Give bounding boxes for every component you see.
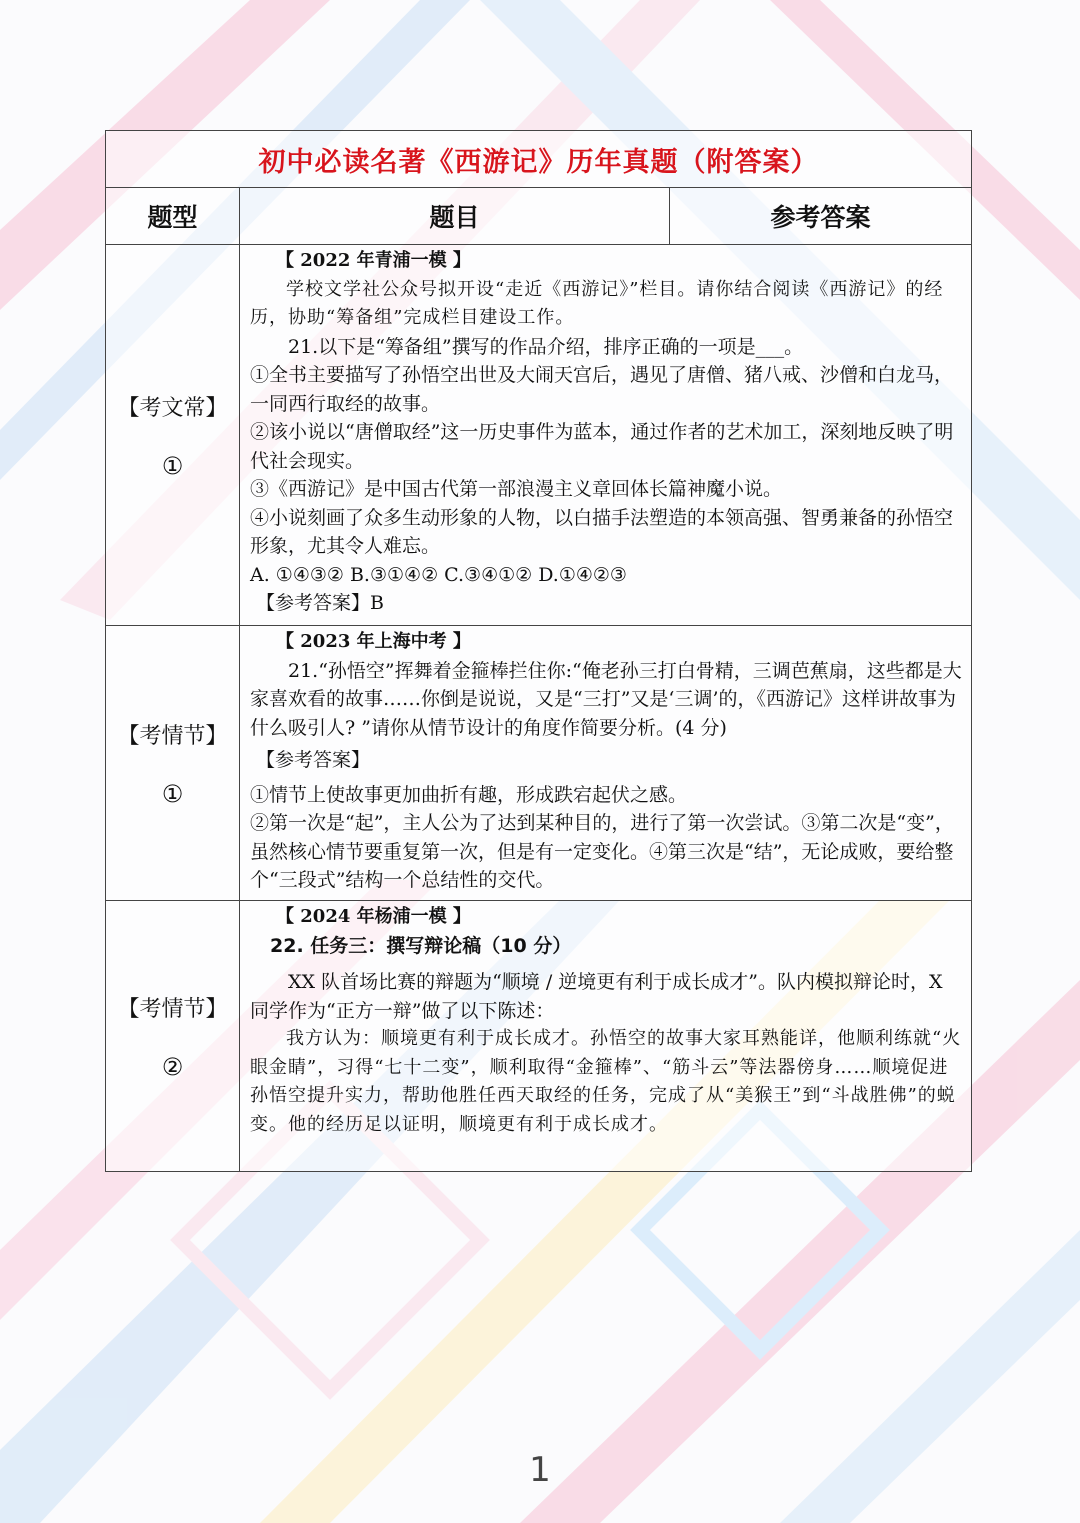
exam-table xyxy=(105,130,972,1172)
header-type: 题型 xyxy=(106,188,240,245)
question-type-cell xyxy=(106,901,240,1172)
question-text: 21.“孙悟空”挥舞着金箍棒拦住你:“俺老孙三打白骨精，三调芭蕉扇，这些都是大家喜欢看的故事……你倒是说说，又是“三打”又是‘三调’的，《西游记》这样讲故事为什么吸引人? ”请你从情节设计的角度作简要分析。(4 分) xyxy=(250,659,962,739)
question-source: 【 2023 年上海中考 】 xyxy=(276,631,471,652)
reference-answer-title: 【参考答案】 xyxy=(256,749,371,771)
question-intro: XX 队首场比赛的辩题为“顺境 / 逆境更有利于成长成才”。队内模拟辩论时，X 同学作为“正方一辩”做了以下陈述： xyxy=(250,971,943,1022)
header-answer: 参考答案 xyxy=(670,188,972,245)
reference-answer: 【参考答案】B xyxy=(256,592,384,614)
question-type-cell xyxy=(106,626,240,901)
table-row xyxy=(106,245,972,626)
question-type-number: ① xyxy=(161,451,184,480)
question-text: 21.以下是“筹备组”撰写的作品介绍，排序正确的一项是___。 xyxy=(288,335,804,358)
question-source: 【 2022 年青浦一模 】 xyxy=(276,250,471,271)
question-type-number: ② xyxy=(161,1052,184,1081)
question-item: ③《西游记》是中国古代第一部浪漫主义章回体长篇神魔小说。 xyxy=(250,478,783,500)
question-item: ①全书主要描写了孙悟空出世及大闹天宫后，遇见了唐僧、猪八戒、沙僧和白龙马，一同西行取经的故事。 xyxy=(250,364,954,415)
question-type-label: 【考文常】 xyxy=(117,395,228,421)
question-type-label: 【考情节】 xyxy=(117,723,228,749)
question-quote: 我方认为：顺境更有利于成长成才。孙悟空的故事大家耳熟能详，他顺利练就“火眼金睛”，习得“七十二变”，顺利取得“金箍棒”、“筋斗云”等法器傍身……顺境促进孙悟空提升实力，帮助他胜任西天取经的任务，完成了从“美猴王”到“斗战胜佛”的蜕变。他的经历足以证明，顺境更有利于成长成才。 xyxy=(250,1028,962,1135)
question-content xyxy=(240,901,972,1172)
question-source: 【 2024 年杨浦一模 】 xyxy=(276,906,471,927)
document-title: 初中必读名著《西游记》历年真题（附答案） xyxy=(106,131,972,188)
question-type-number: ① xyxy=(161,779,184,808)
question-type-label: 【考情节】 xyxy=(117,996,228,1022)
question-task: 22. 任务三：撰写辩论稿（10 分） xyxy=(270,934,572,957)
answer-item: ②第一次是“起”，主人公为了达到某种目的，进行了第一次尝试。③第二次是“变”，虽然核心情节要重复第一次，但是有一定变化。④第三次是“结”，无论成败，要给整个“三段式”结构一个总结性的交代。 xyxy=(250,812,954,891)
question-content xyxy=(240,626,972,901)
header-question: 题目 xyxy=(240,188,670,245)
question-intro: 学校文学社公众号拟开设“走近《西游记》”栏目。请你结合阅读《西游记》的经历，协助“筹备组”完成栏目建设工作。 xyxy=(250,278,944,328)
answer-options: A. ①④③② B.③①④② C.③④①② D.①④②③ xyxy=(250,563,627,586)
table-row xyxy=(106,901,972,1172)
table-row xyxy=(106,626,972,901)
page-number: 1 xyxy=(529,1450,551,1490)
answer-item: ①情节上使故事更加曲折有趣，形成跌宕起伏之感。 xyxy=(250,783,688,806)
question-type-cell xyxy=(106,245,240,626)
question-item: ②该小说以“唐僧取经”这一历史事件为蓝本，通过作者的艺术加工，深刻地反映了明代社会现实。 xyxy=(250,421,954,472)
question-item: ④小说刻画了众多生动形象的人物，以白描手法塑造的本领高强、智勇兼备的孙悟空形象，尤其令人难忘。 xyxy=(250,506,954,557)
question-content xyxy=(240,245,972,626)
